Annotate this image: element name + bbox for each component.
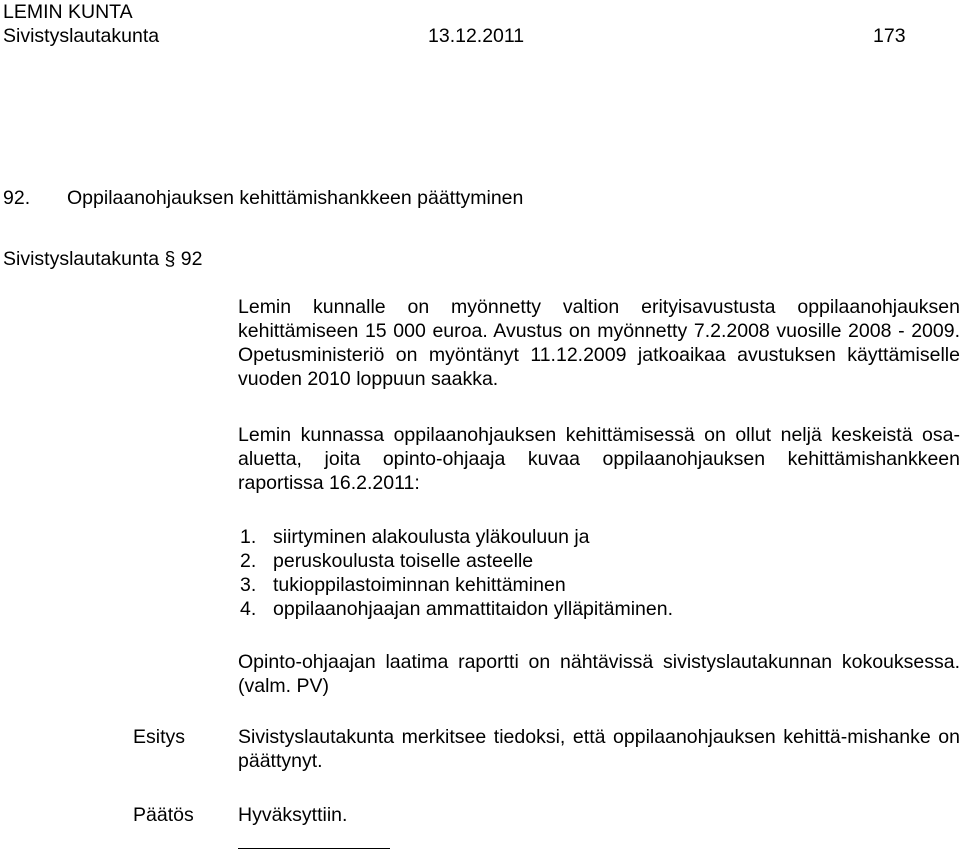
header-page-number: 173 xyxy=(873,25,906,47)
proposal-text: Sivistyslautakunta merkitsee tiedoksi, että oppilaanohjauksen kehittä-mishanke on päättynyt. xyxy=(238,726,960,772)
header-organization: LEMIN KUNTA xyxy=(3,1,133,23)
section-number: 92. xyxy=(3,187,31,209)
list-item-text: peruskoulusta toiselle asteelle xyxy=(273,550,534,572)
list-item-text: oppilaanohjaajan ammattitaidon ylläpitäminen. xyxy=(273,598,674,620)
list-item xyxy=(238,525,673,549)
list-item-number: 3. xyxy=(240,574,257,596)
header-committee: Sivistyslautakunta xyxy=(3,25,160,47)
header-date: 13.12.2011 xyxy=(428,25,525,47)
focus-area-list xyxy=(238,525,673,621)
committee-reference: Sivistyslautakunta § 92 xyxy=(3,248,203,270)
list-item-number: 4. xyxy=(240,598,257,620)
decision-label: Päätös xyxy=(133,804,194,826)
proposal-label: Esitys xyxy=(133,726,186,748)
section-heading xyxy=(3,186,523,210)
list-item-number: 2. xyxy=(240,550,257,572)
list-item xyxy=(238,549,673,573)
list-item xyxy=(238,597,673,621)
list-item-text: tukioppilastoiminnan kehittäminen xyxy=(273,574,566,596)
paragraph-report: Opinto-ohjaajan laatima raportti on nähtävissä sivistyslautakunnan kokouksessa. (valm. PV) xyxy=(238,651,960,697)
list-item xyxy=(238,573,673,597)
paragraph-focus-areas: Lemin kunnassa oppilaanohjauksen kehittämisessä on ollut neljä keskeistä osa-aluetta, joita opinto-ohjaaja kuvaa oppilaanohjauksen kehittämishankkeen raportissa 16.2.2011: xyxy=(238,424,960,494)
list-item-text: siirtyminen alakoulusta yläkouluun ja xyxy=(273,526,590,548)
paragraph-grant: Lemin kunnalle on myönnetty valtion erityisavustusta oppilaanohjauksen kehittämiseen 15 000 euroa. Avustus on myönnetty 7.2.2008 vuosille 2008 - 2009. Opetusministeriö on myöntänyt 11.12.2009 jatkoaikaa avustuksen käyttämiselle vuoden 2010 loppuun saakka. xyxy=(238,296,960,390)
list-item-number: 1. xyxy=(240,526,257,548)
section-title: Oppilaanohjauksen kehittämishankkeen päättyminen xyxy=(67,187,524,209)
decision-text: Hyväksyttiin. xyxy=(238,804,348,826)
signature-line xyxy=(238,848,390,849)
